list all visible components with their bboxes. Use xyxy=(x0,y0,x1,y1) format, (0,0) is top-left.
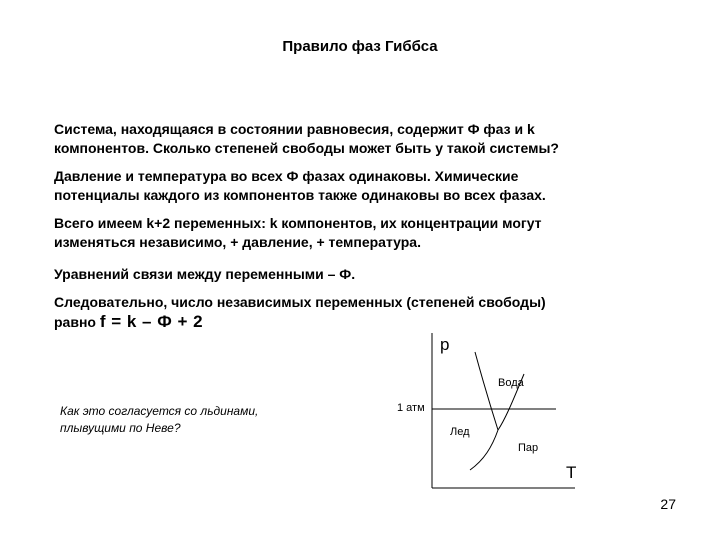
p-axis-label: p xyxy=(440,335,450,354)
paragraph-1-line-1: Система, находящаяся в состоянии равновесия, содержит Ф фаз и k xyxy=(54,121,535,137)
melting-curve xyxy=(475,352,498,430)
question-line-2: плывущими по Неве? xyxy=(60,421,181,435)
slide-title: Правило фаз Гиббса xyxy=(282,38,438,55)
paragraph-5-line-1: Следовательно, число независимых переменных (степеней свободы) xyxy=(54,294,546,310)
sublimation-curve xyxy=(470,430,498,470)
paragraph-2-line-2: потенциалы каждого из компонентов также одинаковы во всех фазах. xyxy=(54,187,546,203)
paragraph-3-line-2: изменяться независимо, + давление, + температура. xyxy=(54,234,421,250)
gibbs-formula: f = k – Ф + 2 xyxy=(99,312,204,331)
page-number: 27 xyxy=(660,496,676,512)
paragraph-4-line-1: Уравнений связи между переменными – Ф. xyxy=(54,266,356,282)
paragraph-2-line-1: Давление и температура во всех Ф фазах одинаковы. Химические xyxy=(54,168,519,184)
t-axis-label: T xyxy=(566,463,577,482)
ice-region-label: Лед xyxy=(450,426,470,438)
vapor-region-label: Пар xyxy=(518,442,539,454)
water-region-label: Вода xyxy=(498,377,524,389)
question-line-1: Как это согласуется со льдинами, xyxy=(60,404,259,418)
paragraph-5-prefix: равно xyxy=(54,314,100,330)
one-atm-label: 1 атм xyxy=(397,402,425,414)
paragraph-3-line-1: Всего имеем k+2 переменных: k компонентов, их концентрации могут xyxy=(54,215,542,231)
paragraph-1-line-2: компонентов. Сколько степеней свободы может быть у такой системы? xyxy=(54,140,559,156)
